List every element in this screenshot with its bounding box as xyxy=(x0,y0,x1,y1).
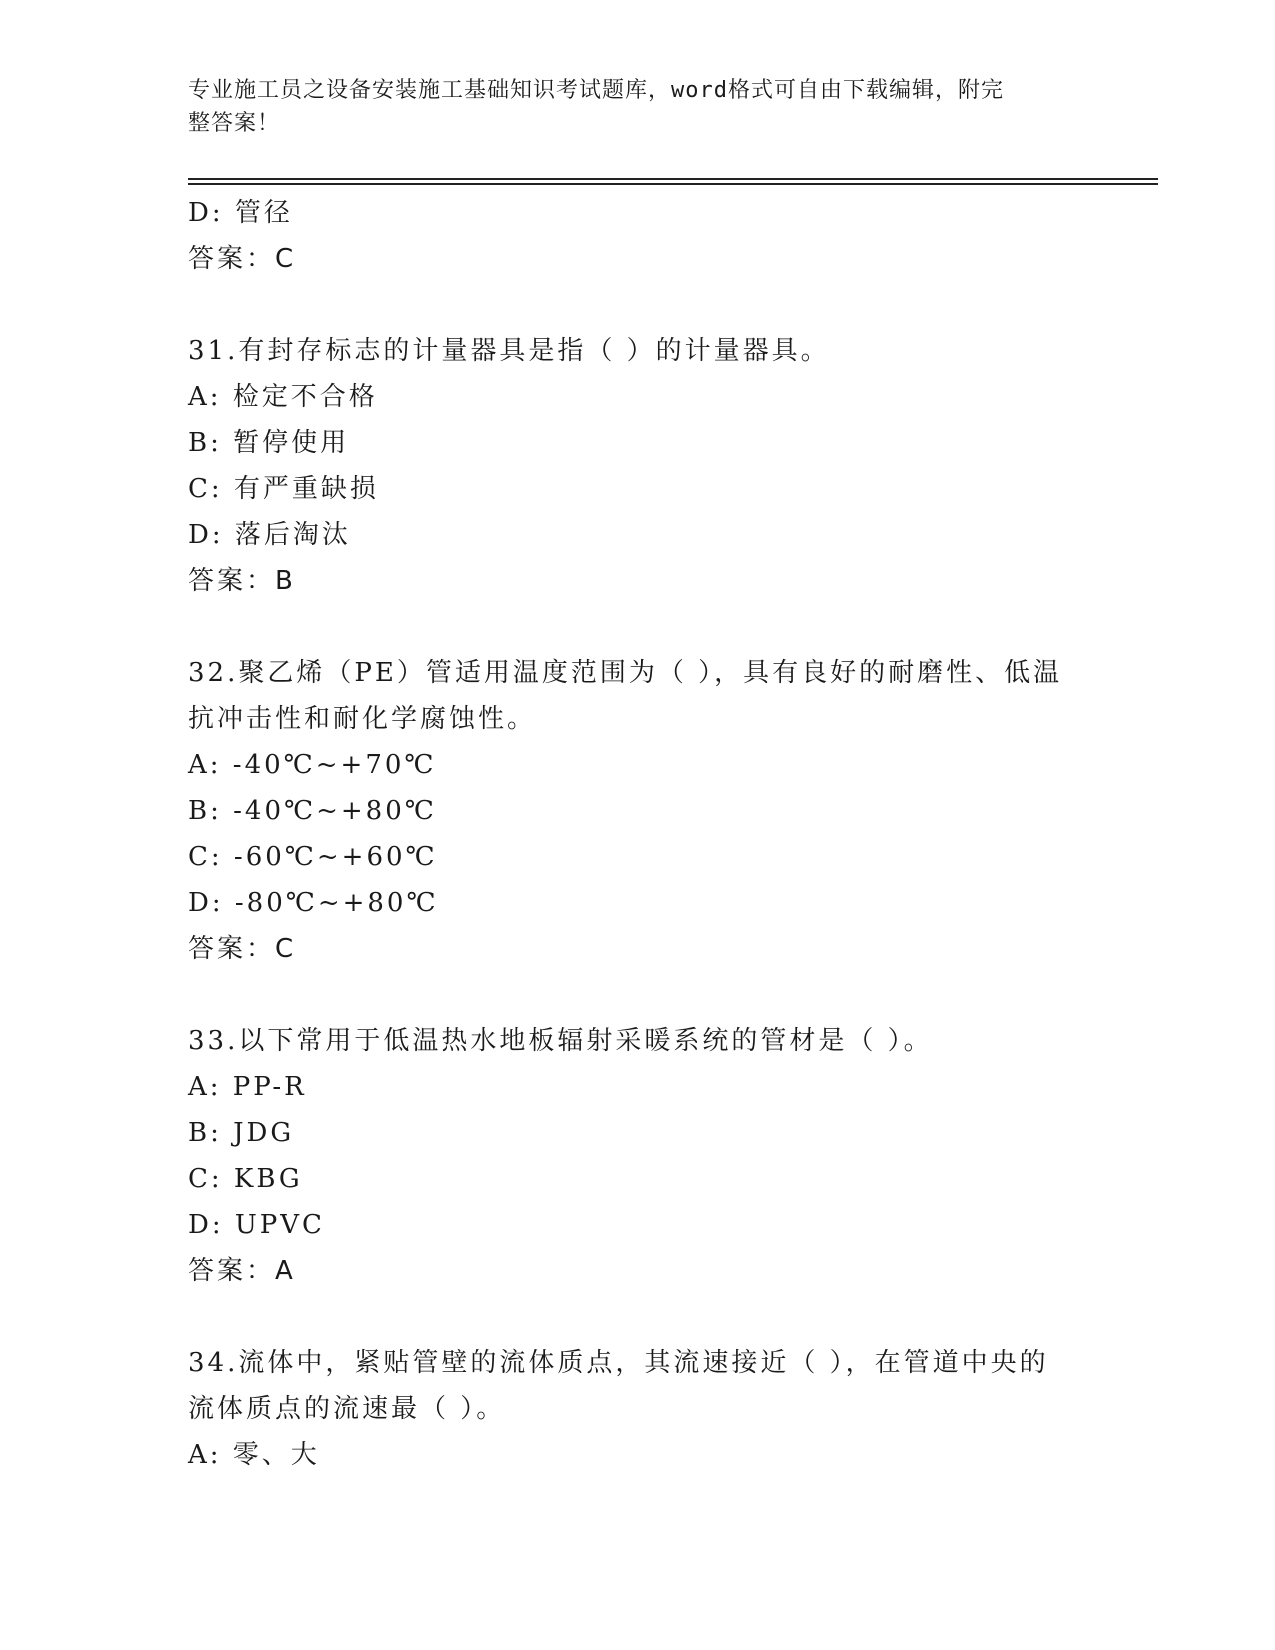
question-31-option-a: A: 检定不合格 xyxy=(188,382,378,412)
question-list xyxy=(188,190,1068,1478)
spacer xyxy=(188,1294,1068,1340)
question-31-stem xyxy=(188,328,1068,374)
question-33-stem xyxy=(188,1018,1068,1064)
question-31-option-c: C: 有严重缺损 xyxy=(188,474,379,504)
question-32-stem xyxy=(188,650,1068,742)
document-header xyxy=(188,74,1068,140)
spacer xyxy=(188,604,1068,650)
question-stem-line: 抗冲击性和耐化学腐蚀性。 xyxy=(188,704,537,734)
question-31-option-d: D: 落后淘汰 xyxy=(188,520,351,550)
question-31-option-b: B: 暂停使用 xyxy=(188,428,350,458)
header-title-line-1: 专业施工员之设备安装施工基础知识考试题库，word格式可自由下载编辑，附完 xyxy=(188,78,1004,103)
question-34-option-a: A: 零、大 xyxy=(188,1440,320,1470)
question-32-option-b: B: -40℃~+80℃ xyxy=(188,796,437,826)
question-stem-line: 33.以下常用于低温热水地板辐射采暖系统的管材是（ ）。 xyxy=(188,1026,933,1056)
question-33-option-c: C: KBG xyxy=(188,1164,303,1194)
question-32-option-c: C: -60℃~+60℃ xyxy=(188,842,438,872)
header-title-line-2: 整答案！ xyxy=(188,111,281,136)
spacer xyxy=(188,972,1068,1018)
prev-option-d: D: 管径 xyxy=(188,198,293,228)
question-stem-line: 流体质点的流速最（ ）。 xyxy=(188,1394,506,1424)
question-34-stem xyxy=(188,1340,1068,1432)
question-33-option-b: B: JDG xyxy=(188,1118,295,1148)
question-32-option-a: A: -40℃~+70℃ xyxy=(188,750,437,780)
question-stem-line: 32.聚乙烯（PE）管适用温度范围为（ ），具有良好的耐磨性、低温 xyxy=(188,658,1063,688)
header-divider-top xyxy=(188,178,1158,180)
question-31-answer: 答案：B xyxy=(188,566,296,596)
question-32-option-d: D: -80℃~+80℃ xyxy=(188,888,439,918)
question-33-answer: 答案：A xyxy=(188,1256,296,1286)
header-divider-bottom xyxy=(188,183,1158,185)
prev-answer: 答案：C xyxy=(188,244,297,274)
question-stem-line: 31.有封存标志的计量器具是指（ ）的计量器具。 xyxy=(188,336,830,366)
question-33-option-a: A: PP-R xyxy=(188,1072,307,1102)
question-stem-line: 34.流体中，紧贴管壁的流体质点，其流速接近（ ），在管道中央的 xyxy=(188,1348,1049,1378)
question-33-option-d: D: UPVC xyxy=(188,1210,325,1240)
question-32-answer: 答案：C xyxy=(188,934,297,964)
spacer xyxy=(188,282,1068,328)
